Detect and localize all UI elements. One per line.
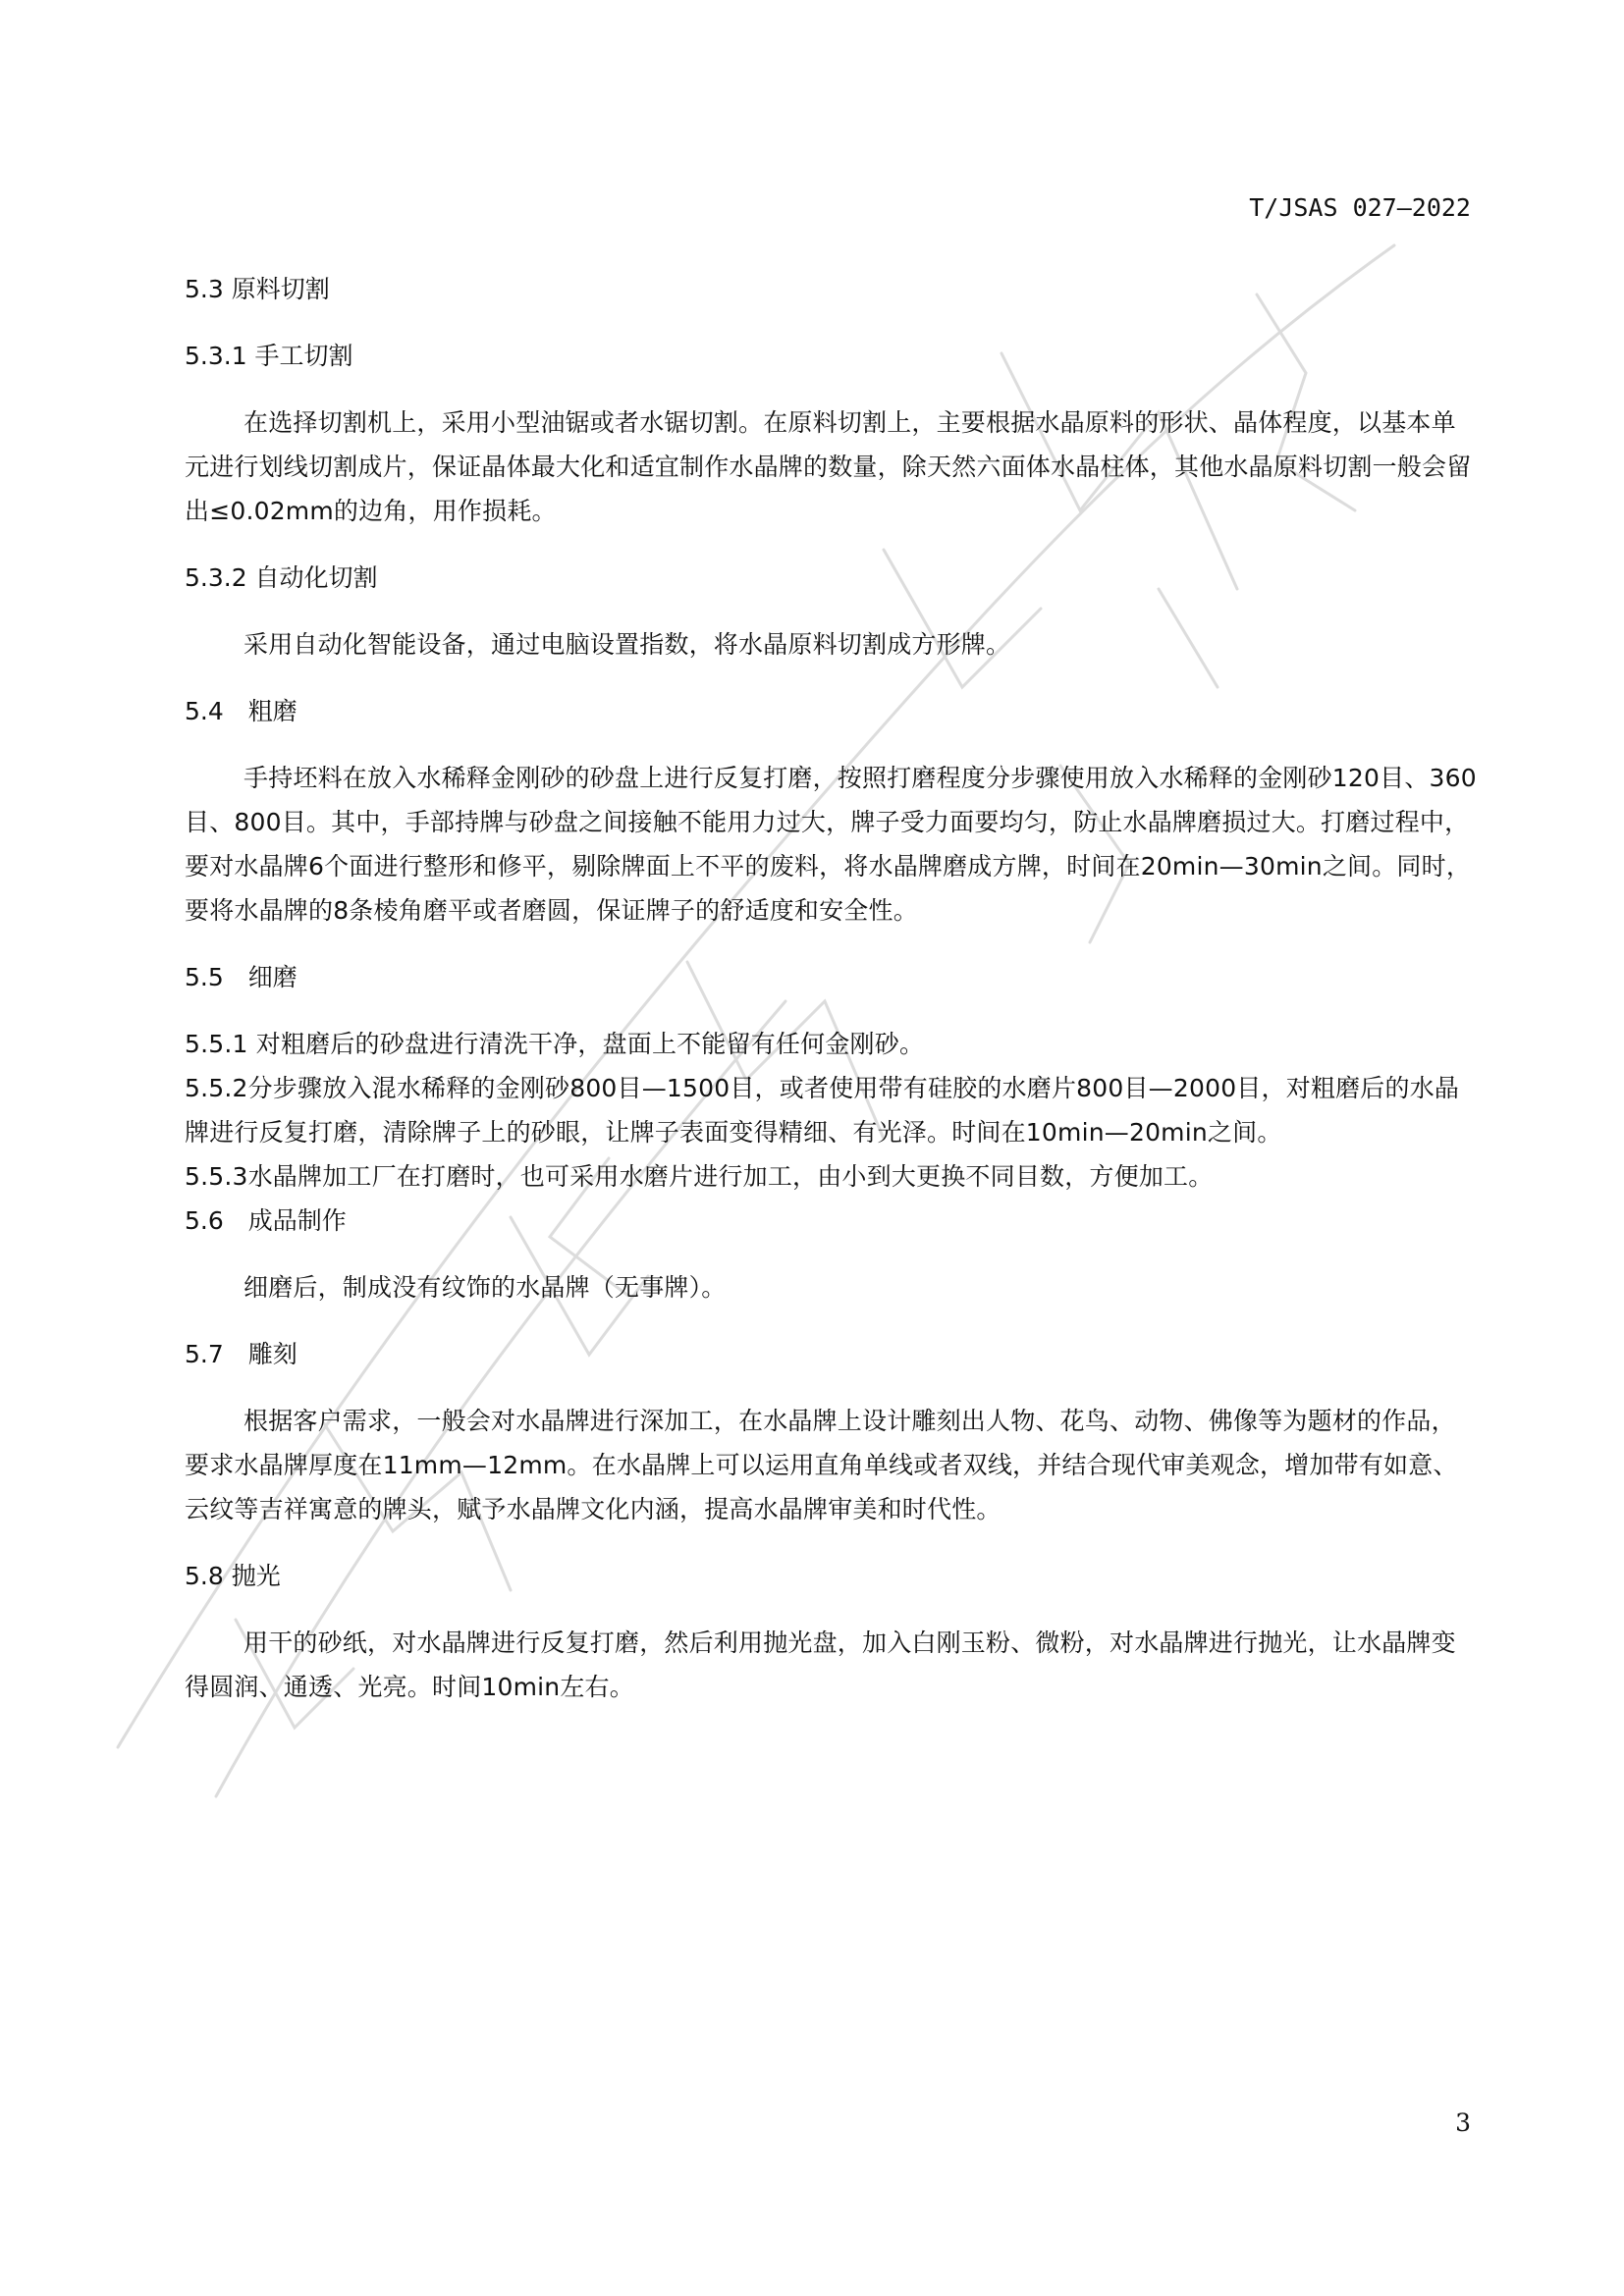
standard-code: T/JSAS 027—2022 <box>1249 193 1471 222</box>
document-body <box>185 267 1477 1709</box>
heading-5-6: 5.6 成品制作 <box>185 1206 347 1235</box>
paragraph-5-7: 根据客户需求，一般会对水晶牌进行深加工，在水晶牌上设计雕刻出人物、花鸟、动物、佛像等为题材的作品，要求水晶牌厚度在11mm—12mm。在水晶牌上可以运用直角单线或者双线，并结合现代审美观念，增加带有如意、云纹等吉祥寓意的牌头，赋予水晶牌文化内涵，提高水晶牌审美和时代性。 <box>185 1407 1458 1523</box>
page-number: 3 <box>1455 2109 1471 2137</box>
heading-5-4: 5.4 粗磨 <box>185 697 298 725</box>
item-5-5-2: 5.5.2分步骤放入混水稀释的金刚砂800目—1500目，或者使用带有硅胶的水磨片800目—2000目，对粗磨后的水晶牌进行反复打磨，清除牌子上的砂眼，让牌子表面变得精细、有光泽。时间在10min—20min之间。 <box>185 1074 1460 1147</box>
heading-5-8: 5.8 抛光 <box>185 1562 281 1590</box>
paragraph-5-6: 细磨后，制成没有纹饰的水晶牌（无事牌）。 <box>244 1273 727 1302</box>
heading-5-3: 5.3 原料切割 <box>185 275 330 303</box>
heading-5-3-2: 5.3.2 自动化切割 <box>185 563 378 592</box>
paragraph-5-8: 用干的砂纸，对水晶牌进行反复打磨，然后利用抛光盘，加入白刚玉粉、微粉，对水晶牌进行抛光，让水晶牌变得圆润、通透、光亮。时间10min左右。 <box>185 1629 1456 1701</box>
paragraph-5-4: 手持坯料在放入水稀释金刚砂的砂盘上进行反复打磨，按照打磨程度分步骤使用放入水稀释的金刚砂120目、360目、800目。其中，手部持牌与砂盘之间接触不能用力过大，牌子受力面要均匀，防止水晶牌磨损过大。打磨过程中，要对水晶牌6个面进行整形和修平，剔除牌面上不平的废料，将水晶牌磨成方牌，时间在20min—30min之间。同时，要将水晶牌的8条棱角磨平或者磨圆，保证牌子的舒适度和安全性。 <box>185 764 1477 925</box>
heading-5-5: 5.5 细磨 <box>185 963 298 991</box>
item-5-5-1: 5.5.1 对粗磨后的砂盘进行清洗干净，盘面上不能留有任何金刚砂。 <box>185 1030 925 1058</box>
paragraph-5-3-1: 在选择切割机上，采用小型油锯或者水锯切割。在原料切割上，主要根据水晶原料的形状、晶体程度，以基本单元进行划线切割成片，保证晶体最大化和适宜制作水晶牌的数量，除天然六面体水晶柱体，其他水晶原料切割一般会留出≤0.02mm的边角，用作损耗。 <box>185 408 1472 525</box>
paragraph-5-3-2: 采用自动化智能设备，通过电脑设置指数，将水晶原料切割成方形牌。 <box>244 630 1011 659</box>
item-5-5-3: 5.5.3水晶牌加工厂在打磨时，也可采用水磨片进行加工，由小到大更换不同目数，方便加工。 <box>185 1162 1214 1191</box>
heading-5-7: 5.7 雕刻 <box>185 1340 298 1368</box>
heading-5-3-1: 5.3.1 手工切割 <box>185 342 353 370</box>
